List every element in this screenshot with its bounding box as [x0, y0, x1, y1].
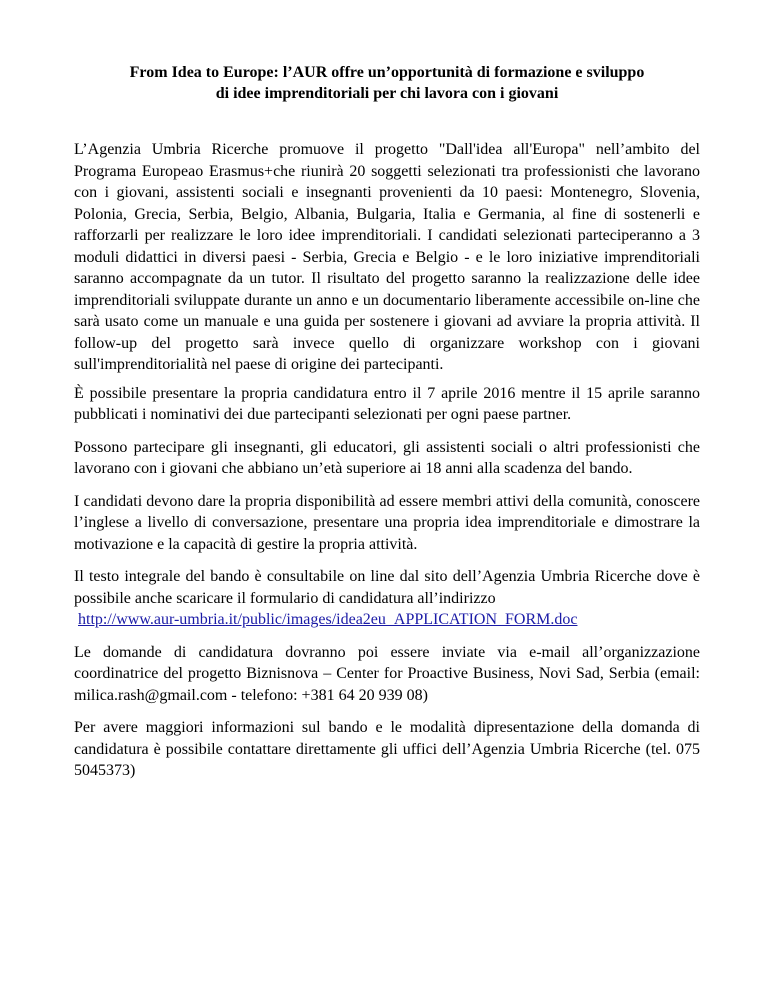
document-title — [74, 62, 700, 104]
full-text-sentence: Il testo integrale del bando è consultabile on line dal sito dell’Agenzia Umbria Ricerche dove è possibile anche scaricare il formulario di candidatura all’indirizzo — [74, 568, 700, 607]
title-line-2: di idee imprenditoriali per chi lavora con i giovani — [215, 85, 559, 102]
title-line-1: From Idea to Europe: l’AUR offre un’opportunità di formazione e sviluppo — [129, 64, 645, 81]
document-page — [74, 62, 700, 793]
application-form-link[interactable]: http://www.aur-umbria.it/public/images/idea2eu_APPLICATION_FORM.doc — [78, 611, 578, 628]
paragraph-project-intro: L’Agenzia Umbria Ricerche promuove il progetto "Dall'idea all'Europa" nell’ambito del Programa Europeao Erasmus+che riunirà 20 soggetti selezionati tra professionisti che lavorano con i giovani, assistenti sociali e insegnanti provenienti da 10 paesi: Montenegro, Slovenia, Polonia, Grecia, Serbia, Belgio, Albania, Bulgaria, Italia e Germania, al fine di sostenerli e rafforzarli per realizzare le loro idee imprenditoriali. I candidati selezionati parteciperanno a 3 moduli didattici in diversi paesi - Serbia, Grecia e Belgio - e le loro iniziative imprenditoriali saranno accompagnate da un tutor. Il risultato del progetto saranno la realizzazione delle idee imprenditoriali sviluppate durante un anno e un documentario liberamente accessibile on-line che sarà usato come un manuale e una guida per sostenere i giovani ad avviare la propria attività. Il follow-up del progetto sarà invece quello di organizzare workshop con i giovani sull'imprenditorialità nel paese di origine dei partecipanti. — [74, 141, 700, 373]
paragraph-deadline: È possibile presentare la propria candidatura entro il 7 aprile 2016 mentre il 15 aprile saranno pubblicati i nominativi dei due partecipanti selezionati per ogni paese partner. — [74, 384, 700, 423]
paragraph-contacts: Per avere maggiori informazioni sul bando e le modalità dipresentazione della domanda di candidatura è possibile contattare direttamente gli uffici dell’Agenzia Umbria Ricerche (tel. 075 5045373) — [74, 719, 700, 779]
paragraph-submission: Le domande di candidatura dovranno poi essere inviate via e-mail all’organizzazione coordinatrice del progetto Biznisnova – Center for Proactive Business, Novi Sad, Serbia (email: milica.rash@gmail.com - telefono: +381 64 20 939 08) — [74, 643, 700, 704]
paragraph-eligibility: Possono partecipare gli insegnanti, gli educatori, gli assistenti sociali o altri professionisti che lavorano con i giovani che abbiano un’età superiore ai 18 anni alla scadenza del bando. — [74, 438, 700, 477]
paragraph-full-text — [74, 566, 700, 631]
paragraph-requirements: I candidati devono dare la propria disponibilità ad essere membri attivi della comunità, conoscere l’inglese a livello di conversazione, presentare una propria idea imprenditoriale e dimostrare la motivazione e la capacità di gestire la propria attività. — [74, 492, 700, 553]
